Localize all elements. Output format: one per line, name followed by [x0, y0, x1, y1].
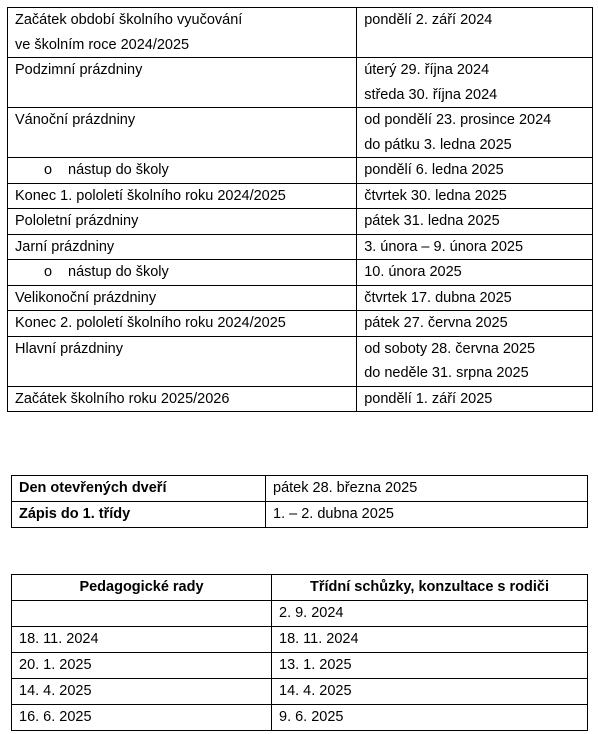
pedagogical-council-date: 20. 1. 2025: [12, 653, 272, 679]
calendar-period: [8, 285, 357, 311]
calendar-date: [357, 158, 593, 184]
calendar-date-text: od soboty 28. června 2025: [364, 340, 536, 357]
calendar-period-label: Velikonoční prázdniny: [15, 289, 157, 306]
calendar-period: [8, 58, 357, 108]
parent-meeting-date: 9. 6. 2025: [272, 705, 588, 731]
calendar-row: [8, 58, 593, 108]
calendar-date-text: pondělí 2. září 2024: [364, 12, 493, 28]
calendar-date-text: pondělí 6. ledna 2025: [364, 162, 504, 178]
school-calendar-table: [7, 7, 593, 412]
event-label: Zápis do 1. třídy: [12, 502, 266, 528]
calendar-date: [357, 8, 593, 58]
calendar-date-text: pátek 27. června 2025: [364, 315, 508, 331]
parent-meeting-date: 18. 11. 2024: [272, 627, 588, 653]
event-date: pátek 28. března 2025: [266, 476, 588, 502]
meeting-row: [12, 601, 588, 627]
calendar-period-label: Začátek školního roku 2025/2026: [15, 390, 230, 407]
circle-bullet-icon: o: [44, 264, 53, 280]
bullet-line: [44, 260, 356, 285]
calendar-period-label: Pololetní prázdniny: [15, 213, 139, 229]
calendar-period-label: Hlavní prázdniny: [15, 340, 123, 357]
calendar-row: [8, 8, 593, 58]
calendar-date: [357, 58, 593, 108]
calendar-row: [8, 336, 593, 386]
meeting-row: [12, 627, 588, 653]
calendar-date: [357, 108, 593, 158]
meeting-row: [12, 679, 588, 705]
pedagogical-council-date: 18. 11. 2024: [12, 627, 272, 653]
calendar-row: [8, 311, 593, 337]
calendar-date-text: do neděle 31. srpna 2025: [364, 365, 529, 381]
calendar-period: [8, 108, 357, 158]
calendar-date-text: pondělí 1. září 2025: [364, 390, 493, 407]
calendar-period: [8, 234, 357, 260]
event-date: 1. – 2. dubna 2025: [266, 502, 588, 528]
calendar-date: [357, 234, 593, 260]
event-label: Den otevřených dveří: [12, 476, 266, 502]
school-calendar-body: [8, 8, 593, 412]
calendar-row: [8, 285, 593, 311]
calendar-date-text: od pondělí 23. prosince 2024: [364, 112, 552, 128]
calendar-date-text: 10. února 2025: [364, 264, 462, 280]
bullet-line: [44, 158, 356, 183]
calendar-period: [8, 260, 357, 286]
meetings-head: [12, 575, 588, 601]
calendar-period-label: Jarní prázdniny: [15, 238, 115, 255]
calendar-period-label: Konec 2. pololetí školního roku 2024/2025: [15, 315, 286, 331]
meetings-table: [11, 574, 588, 731]
calendar-period-label: nástup do školy: [68, 264, 169, 280]
calendar-row: [8, 260, 593, 286]
calendar-period: [8, 336, 357, 386]
calendar-row: [8, 158, 593, 184]
parent-meeting-date: 2. 9. 2024: [272, 601, 588, 627]
event-row: [12, 476, 588, 502]
calendar-date-text: pátek 31. ledna 2025: [364, 213, 500, 229]
calendar-date: [357, 386, 593, 412]
events-table: [11, 475, 588, 528]
header-parent-meetings: Třídní schůzky, konzultace s rodiči: [272, 575, 588, 601]
events-body: [12, 476, 588, 528]
meeting-row: [12, 705, 588, 731]
calendar-row: [8, 209, 593, 235]
calendar-row: [8, 234, 593, 260]
calendar-row: [8, 183, 593, 209]
calendar-date-text: 3. února – 9. února 2025: [364, 238, 524, 255]
calendar-period-label: Vánoční prázdniny: [15, 112, 136, 128]
calendar-period-label: nástup do školy: [68, 162, 169, 178]
calendar-date-text: do pátku 3. ledna 2025: [364, 136, 512, 153]
pedagogical-council-date: 14. 4. 2025: [12, 679, 272, 705]
pedagogical-council-date: 16. 6. 2025: [12, 705, 272, 731]
calendar-date: [357, 336, 593, 386]
calendar-date: [357, 209, 593, 235]
meetings-body: [12, 601, 588, 731]
calendar-period: [8, 209, 357, 235]
calendar-period: [8, 158, 357, 184]
calendar-period-label: Konec 1. pololetí školního roku 2024/2025: [15, 187, 286, 204]
event-row: [12, 502, 588, 528]
calendar-period: [8, 311, 357, 337]
calendar-period: [8, 8, 357, 58]
calendar-date-text: úterý 29. října 2024: [364, 62, 490, 78]
calendar-row: [8, 386, 593, 412]
calendar-period-label: Začátek období školního vyučování: [15, 12, 243, 28]
calendar-date: [357, 260, 593, 286]
calendar-period-label: ve školním roce 2024/2025: [15, 36, 190, 53]
calendar-period: [8, 183, 357, 209]
calendar-date-text: středa 30. října 2024: [364, 86, 498, 103]
meetings-header-row: [12, 575, 588, 601]
calendar-date-text: čtvrtek 17. dubna 2025: [364, 289, 512, 306]
circle-bullet-icon: o: [44, 162, 53, 178]
calendar-date: [357, 183, 593, 209]
parent-meeting-date: 14. 4. 2025: [272, 679, 588, 705]
parent-meeting-date: 13. 1. 2025: [272, 653, 588, 679]
meeting-row: [12, 653, 588, 679]
calendar-period-label: Podzimní prázdniny: [15, 62, 143, 78]
calendar-date: [357, 285, 593, 311]
calendar-date: [357, 311, 593, 337]
calendar-period: [8, 386, 357, 412]
pedagogical-council-date: [12, 601, 272, 627]
calendar-date-text: čtvrtek 30. ledna 2025: [364, 187, 507, 204]
calendar-row: [8, 108, 593, 158]
header-pedagogical-councils: Pedagogické rady: [12, 575, 272, 601]
